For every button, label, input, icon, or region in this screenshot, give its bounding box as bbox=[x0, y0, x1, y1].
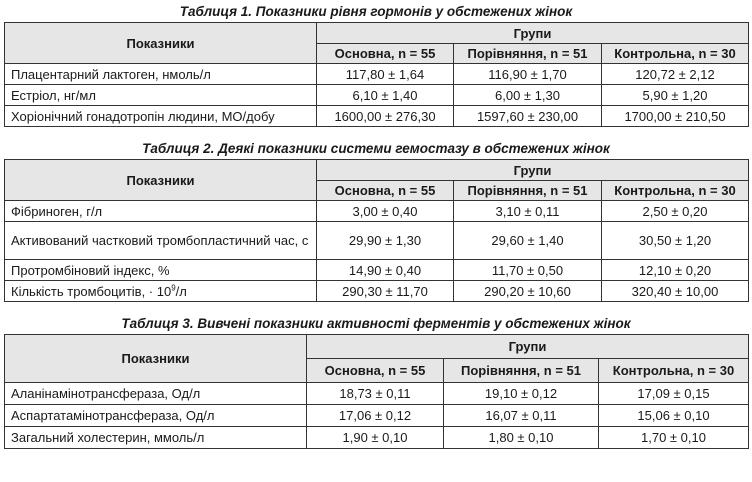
group-header: Групи bbox=[307, 335, 749, 359]
row-label: Плацентарний лактоген, нмоль/л bbox=[5, 64, 317, 85]
cell-value: 1600,00 ± 276,30 bbox=[317, 106, 454, 127]
cell-value: 1,70 ± 0,10 bbox=[599, 427, 749, 449]
table-row bbox=[5, 383, 749, 405]
column-header-comparison: Порівняння, n = 51 bbox=[454, 44, 602, 64]
column-header-control: Контрольна, n = 30 bbox=[599, 359, 749, 383]
cell-value: 29,90 ± 1,30 bbox=[317, 222, 454, 260]
cell-value: 30,50 ± 1,20 bbox=[602, 222, 749, 260]
cell-value: 5,90 ± 1,20 bbox=[602, 85, 749, 106]
column-header-main: Основна, n = 55 bbox=[307, 359, 444, 383]
group-header: Групи bbox=[317, 23, 749, 44]
cell-value: 17,06 ± 0,12 bbox=[307, 405, 444, 427]
cell-value: 3,10 ± 0,11 bbox=[454, 201, 602, 222]
table-1-caption: Таблиця 1. Показники рівня гормонів у обстежених жінок bbox=[179, 4, 573, 19]
cell-value: 16,07 ± 0,11 bbox=[444, 405, 599, 427]
table-row bbox=[5, 260, 749, 281]
cell-value: 120,72 ± 2,12 bbox=[602, 64, 749, 85]
param-header: Показники bbox=[5, 335, 307, 383]
cell-value: 116,90 ± 1,70 bbox=[454, 64, 602, 85]
table-row bbox=[5, 201, 749, 222]
row-label: Фібриноген, г/л bbox=[5, 201, 317, 222]
cell-value: 1700,00 ± 210,50 bbox=[602, 106, 749, 127]
column-header-control: Контрольна, n = 30 bbox=[602, 44, 749, 64]
table-row bbox=[5, 222, 749, 260]
row-label: Аспартатамінотрансфераза, Од/л bbox=[5, 405, 307, 427]
row-label: Аланінамінотрансфераза, Од/л bbox=[5, 383, 307, 405]
row-label: Активований частковий тромбопластичний час, с bbox=[5, 222, 317, 260]
group-header: Групи bbox=[317, 160, 749, 181]
cell-value: 290,30 ± 11,70 bbox=[317, 281, 454, 302]
param-header: Показники bbox=[5, 160, 317, 201]
cell-value: 17,09 ± 0,15 bbox=[599, 383, 749, 405]
row-label: Естріол, нг/мл bbox=[5, 85, 317, 106]
table-row bbox=[5, 106, 749, 127]
cell-value: 6,00 ± 1,30 bbox=[454, 85, 602, 106]
column-header-comparison: Порівняння, n = 51 bbox=[444, 359, 599, 383]
cell-value: 290,20 ± 10,60 bbox=[454, 281, 602, 302]
cell-value: 3,00 ± 0,40 bbox=[317, 201, 454, 222]
table-2-caption: Таблиця 2. Деякі показники системи гемостазу в обстежених жінок bbox=[142, 141, 610, 156]
row-label-exponent: 9 bbox=[171, 283, 176, 293]
column-header-control: Контрольна, n = 30 bbox=[602, 181, 749, 201]
row-label: Хоріонічний гонадотропін людини, МО/добу bbox=[5, 106, 317, 127]
row-label: Загальний холестерин, ммоль/л bbox=[5, 427, 307, 449]
table-2 bbox=[4, 159, 749, 302]
table-row bbox=[5, 85, 749, 106]
table-row bbox=[5, 405, 749, 427]
cell-value: 14,90 ± 0,40 bbox=[317, 260, 454, 281]
table-3-caption: Таблиця 3. Вивчені показники активності ферментів у обстежених жінок bbox=[121, 316, 631, 331]
row-label bbox=[5, 281, 317, 302]
column-header-main: Основна, n = 55 bbox=[317, 44, 454, 64]
row-label: Протромбіновий індекс, % bbox=[5, 260, 317, 281]
row-label-unit: /л bbox=[175, 283, 187, 299]
row-label-main: Кількість тромбоцитів, · 10 bbox=[11, 283, 172, 299]
cell-value: 18,73 ± 0,11 bbox=[307, 383, 444, 405]
cell-value: 117,80 ± 1,64 bbox=[317, 64, 454, 85]
cell-value: 1,90 ± 0,10 bbox=[307, 427, 444, 449]
param-header: Показники bbox=[5, 23, 317, 64]
cell-value: 15,06 ± 0,10 bbox=[599, 405, 749, 427]
column-header-comparison: Порівняння, n = 51 bbox=[454, 181, 602, 201]
table-row bbox=[5, 427, 749, 449]
cell-value: 2,50 ± 0,20 bbox=[602, 201, 749, 222]
document-page bbox=[0, 2, 752, 482]
table-3 bbox=[4, 334, 749, 449]
cell-value: 12,10 ± 0,20 bbox=[602, 260, 749, 281]
cell-value: 11,70 ± 0,50 bbox=[454, 260, 602, 281]
cell-value: 6,10 ± 1,40 bbox=[317, 85, 454, 106]
cell-value: 29,60 ± 1,40 bbox=[454, 222, 602, 260]
cell-value: 19,10 ± 0,12 bbox=[444, 383, 599, 405]
cell-value: 1,80 ± 0,10 bbox=[444, 427, 599, 449]
table-1 bbox=[4, 22, 749, 127]
table-row bbox=[5, 64, 749, 85]
table-row bbox=[5, 281, 749, 302]
column-header-main: Основна, n = 55 bbox=[317, 181, 454, 201]
cell-value: 1597,60 ± 230,00 bbox=[454, 106, 602, 127]
cell-value: 320,40 ± 10,00 bbox=[602, 281, 749, 302]
